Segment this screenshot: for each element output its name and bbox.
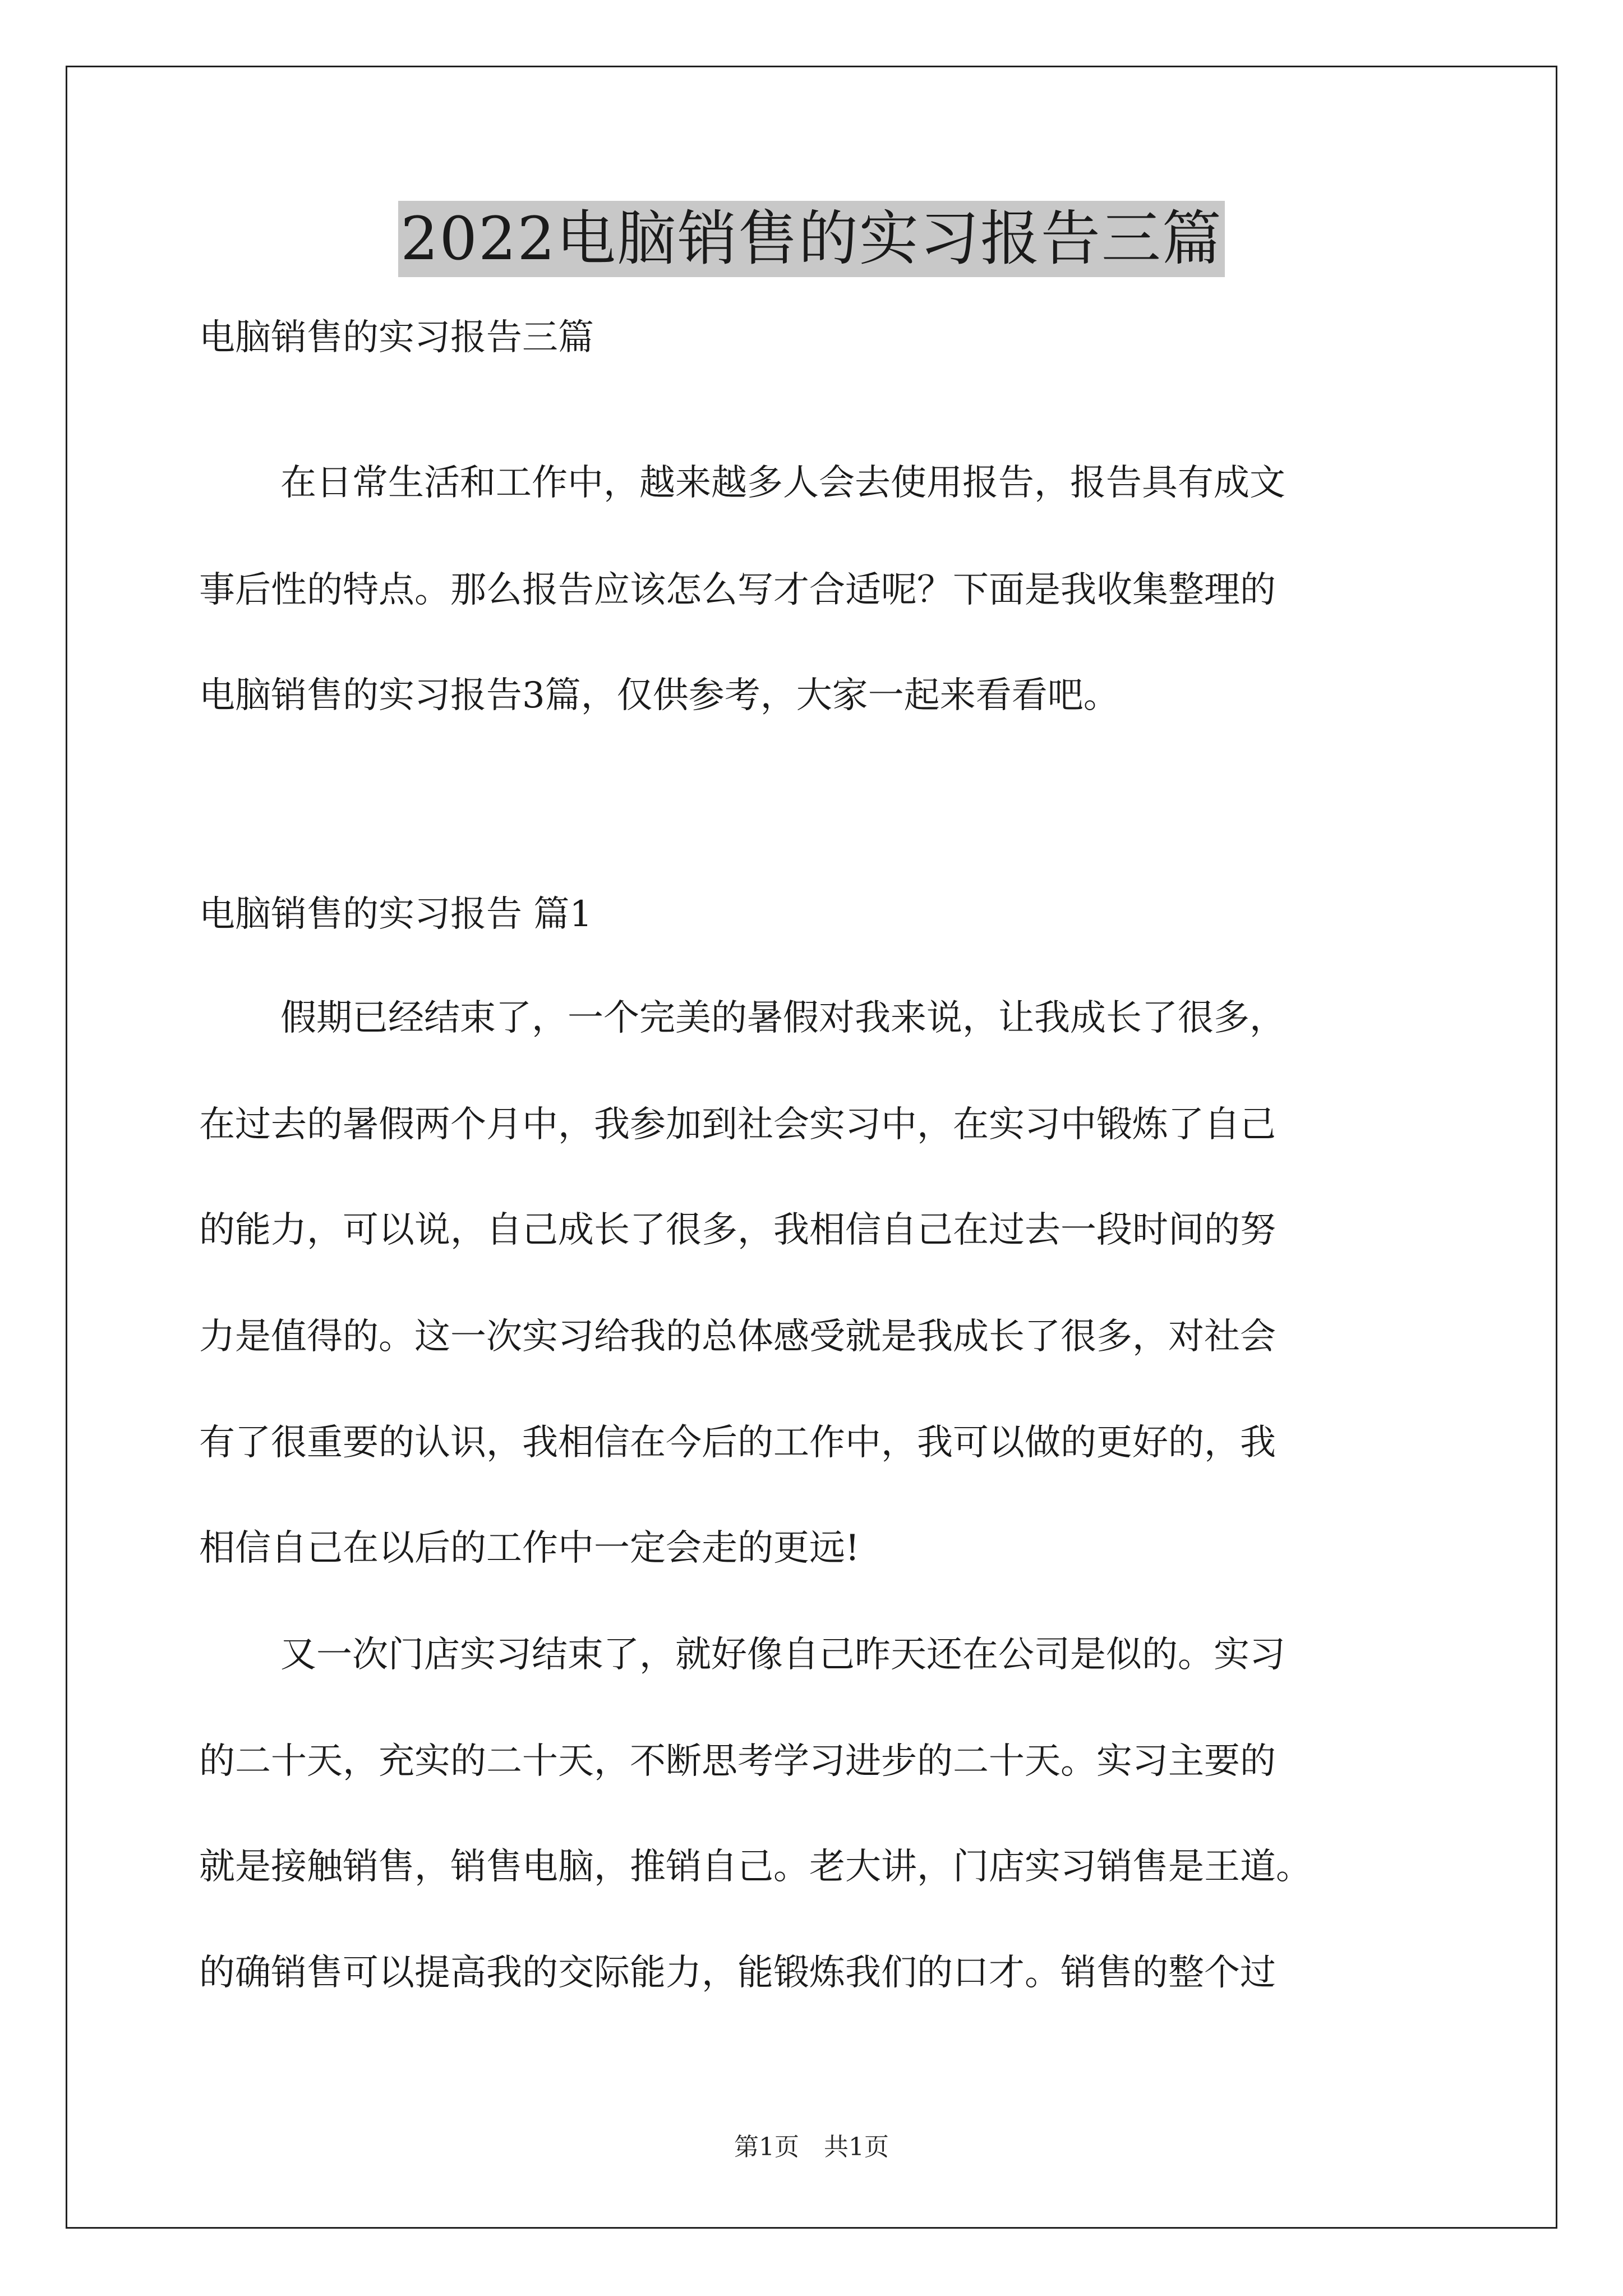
document-title: 2022电脑销售的实习报告三篇 (398, 201, 1225, 277)
page-border (66, 66, 1557, 2229)
document-subtitle: 电脑销售的实习报告三篇 (199, 317, 594, 358)
paragraph-line: 的二十天，充实的二十天，不断思考学习进步的二十天。实习主要的 (199, 1741, 1276, 1782)
paragraph-line: 就是接触销售，销售电脑，推销自己。老大讲，门店实习销售是王道。 (199, 1846, 1312, 1888)
section-heading: 电脑销售的实习报告 篇1 (199, 894, 593, 935)
paragraph-line: 的确销售可以提高我的交际能力，能锻炼我们的口才。销售的整个过 (199, 1952, 1276, 1994)
paragraph-line: 有了很重要的认识，我相信在今后的工作中，我可以做的更好的，我 (199, 1422, 1276, 1464)
intro-line: 电脑销售的实习报告3篇，仅供参考，大家一起来看看吧。 (199, 675, 1119, 716)
paragraph-line: 在过去的暑假两个月中，我参加到社会实习中，在实习中锻炼了自己 (199, 1104, 1276, 1145)
paragraph-line: 的能力，可以说，自己成长了很多，我相信自己在过去一段时间的努 (199, 1209, 1276, 1251)
intro-line: 在日常生活和工作中，越来越多人会去使用报告，报告具有成文 (280, 462, 1285, 504)
title-container (0, 201, 1623, 277)
paragraph-line: 又一次门店实习结束了，就好像自己昨天还在公司是似的。实习 (280, 1634, 1285, 1676)
paragraph-line: 相信自己在以后的工作中一定会走的更远! (199, 1527, 860, 1569)
intro-line: 事后性的特点。那么报告应该怎么写才合适呢？下面是我收集整理的 (199, 569, 1276, 611)
paragraph-line: 力是值得的。这一次实习给我的总体感受就是我成长了很多，对社会 (199, 1316, 1276, 1358)
page-number-footer: 第1页 共1页 (734, 2133, 889, 2161)
paragraph-line: 假期已经结束了，一个完美的暑假对我来说，让我成长了很多， (280, 997, 1285, 1039)
